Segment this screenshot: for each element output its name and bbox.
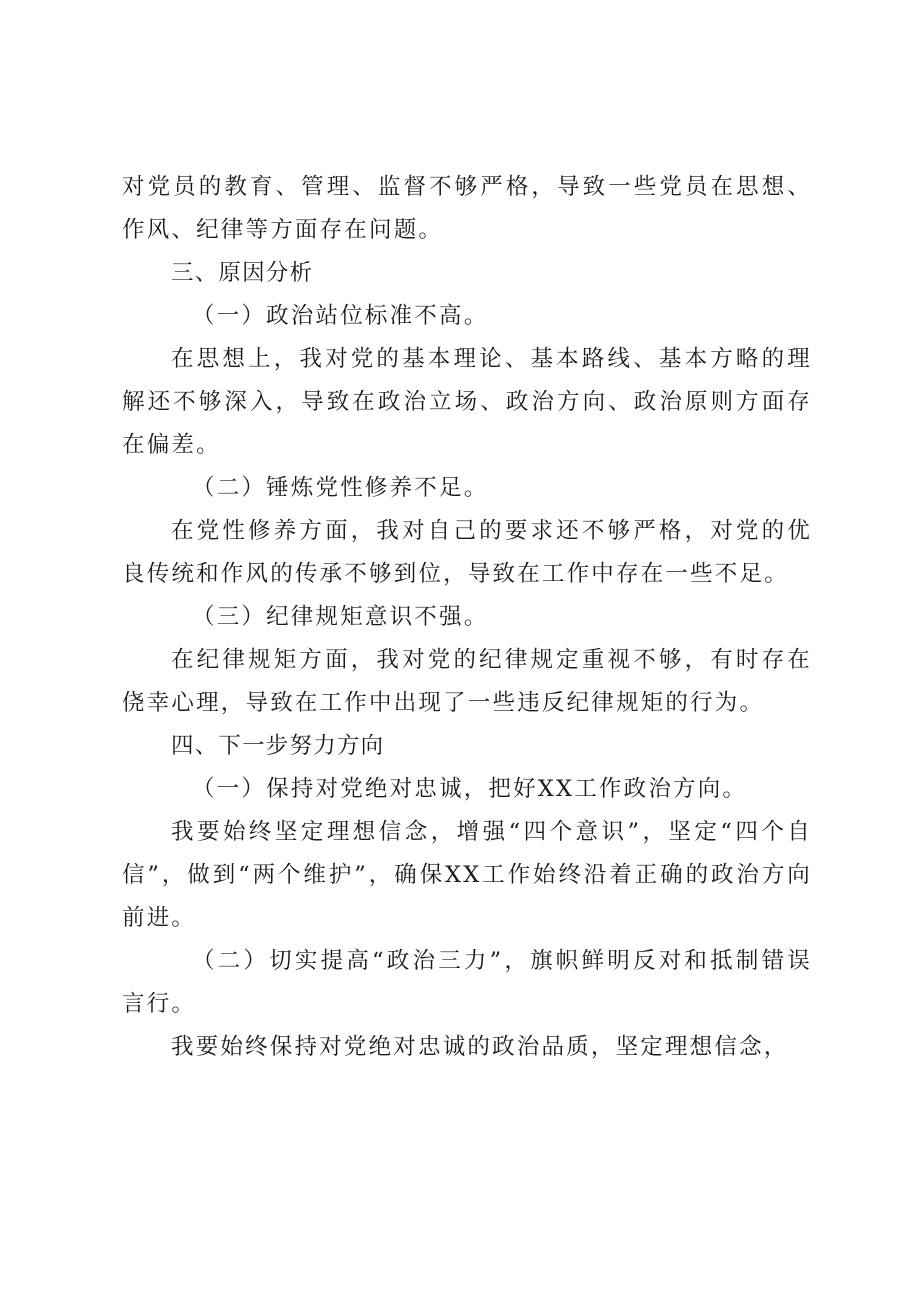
section-heading-next-steps: 四、下一步努力方向 bbox=[171, 733, 385, 759]
subheading-loyalty: （一）保持对党绝对忠诚，把好XX工作政治方向。 bbox=[192, 776, 748, 802]
body-paragraph: 我要始终保持对党绝对忠诚的政治品质，坚定理想信念， bbox=[171, 1034, 789, 1060]
subheading-political-stance: （一）政治站位标准不高。 bbox=[192, 303, 489, 329]
subheading-political-abilities: （二）切实提高“政治三力”，旗帜鲜明反对和抵制错误言行。 bbox=[122, 948, 812, 1017]
subheading-party-spirit: （二）锤炼党性修养不足。 bbox=[192, 475, 489, 501]
body-paragraph: 在纪律规矩方面，我对党的纪律规定重视不够，有时存在侥幸心理，导致在工作中出现了一些违反纪律规矩的行为。 bbox=[122, 647, 812, 716]
body-paragraph: 在党性修养方面，我对自己的要求还不够严格，对党的优良传统和作风的传承不够到位，导致在工作中存在一些不足。 bbox=[122, 518, 812, 587]
body-paragraph-continued: 对党员的教育、管理、监督不够严格，导致一些党员在思想、作风、纪律等方面存在问题。 bbox=[122, 174, 812, 243]
section-heading-cause-analysis: 三、原因分析 bbox=[171, 260, 314, 286]
subheading-discipline: （三）纪律规矩意识不强。 bbox=[192, 604, 489, 630]
body-paragraph: 在思想上，我对党的基本理论、基本路线、基本方略的理解还不够深入，导致在政治立场、政治方向、政治原则方面存在偏差。 bbox=[122, 346, 812, 458]
body-paragraph: 我要始终坚定理想信念，增强“四个意识”，坚定“四个自信”，做到“两个维护”，确保XX工作始终沿着正确的政治方向前进。 bbox=[122, 819, 812, 931]
document-body bbox=[122, 166, 812, 1069]
